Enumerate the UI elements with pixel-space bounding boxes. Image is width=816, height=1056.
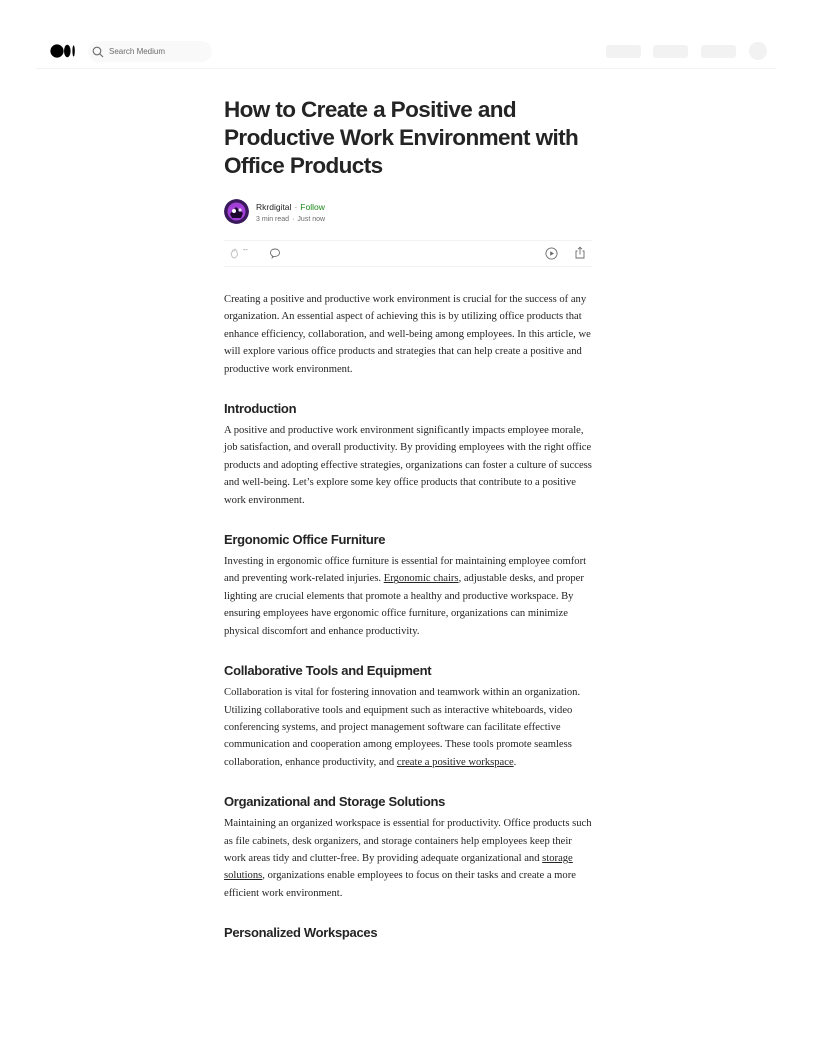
paragraph-text: , organizations enable employees to focus on their tasks and create a more efficient work environment. [224, 870, 576, 899]
separator-dot: · [294, 202, 298, 212]
article-body [224, 291, 592, 942]
section-heading: Organizational and Storage Solutions [224, 794, 446, 810]
author-name[interactable]: Rkrdigital [256, 202, 292, 212]
article-title: How to Create a Positive and Productive Work Environment with Office Products [224, 97, 579, 178]
clap-count: -- [243, 247, 248, 254]
top-navigation-bar [36, 38, 776, 69]
separator-dot: · [292, 216, 295, 223]
read-time: 3 min read [256, 216, 290, 223]
intro-paragraph: Creating a positive and productive work environment is crucial for the success of any organization. An essential aspect of achieving this is by utilizing office products that enhance efficiency, collaboration, and well-being among employees. In this article, we will explore various office products and strategies that can help create a positive and productive work environment. [224, 294, 591, 375]
article-meta [256, 216, 325, 223]
section-heading: Personalized Workspaces [224, 925, 378, 941]
share-icon[interactable] [574, 246, 586, 259]
published-time: Just now [297, 216, 326, 223]
storage-solutions-link[interactable]: storage solutions [224, 852, 573, 882]
ergonomic-chairs-link[interactable]: Ergonomic chairs [383, 573, 459, 585]
user-avatar[interactable] [749, 42, 767, 60]
section-heading: Collaborative Tools and Equipment [224, 663, 432, 679]
author-block [224, 197, 592, 225]
write-button[interactable] [606, 45, 641, 58]
paragraph-text: Maintaining an organized workspace is essential for productivity. Office products such as file cabinets, desk organizers, and storage containers help employees keep their work areas tidy and clutter-free. By providing adequate organizational and [224, 818, 592, 864]
paragraph-text: Investing in ergonomic office furniture is essential for maintaining employee comfort and preventing work-related injuries. [224, 556, 587, 585]
clap-icon[interactable] [228, 247, 240, 259]
comment-icon[interactable] [269, 247, 281, 259]
section-paragraph [224, 684, 592, 771]
medium-logo-icon[interactable] [50, 44, 76, 58]
search-icon [92, 46, 104, 58]
article-action-bar [224, 240, 592, 267]
paragraph-text: , adjustable desks, and proper lighting are crucial elements that promote a healthy and productive workspace. By ensuring employees have ergonomic office furniture, organizations can minimize physical discomfort and enhance productivity. [224, 573, 584, 637]
search-bar[interactable] [88, 41, 212, 62]
paragraph-text: Collaboration is vital for fostering innovation and teamwork within an organization. Utilizing collaborative tools and equipment such as interactive whiteboards, video conferencing systems, and project management software can facilitate effective communication and cooperation among employees. These tools promote seamless collaboration, enhance productivity, and [224, 687, 581, 768]
section-paragraph [224, 815, 592, 902]
section-heading: Ergonomic Office Furniture [224, 532, 386, 548]
search-input[interactable] [109, 47, 201, 56]
article [224, 96, 592, 946]
section-paragraph: A positive and productive work environment significantly impacts employee morale, job satisfaction, and overall productivity. By providing employees with the right office products and adopting effective strategies, organizations can foster a culture of success and well-being. Let’s explore some key office products that contribute to a positive work environment. [224, 425, 592, 506]
section-heading: Introduction [224, 401, 297, 417]
author-avatar-icon [224, 199, 249, 224]
section-paragraph [224, 553, 592, 640]
author-avatar[interactable] [224, 199, 249, 224]
paragraph-text: . [513, 756, 517, 768]
follow-button[interactable]: Follow [300, 202, 325, 212]
sign-up-button[interactable] [653, 45, 688, 58]
listen-play-icon[interactable] [545, 247, 558, 260]
positive-workspace-link[interactable]: create a positive workspace [396, 756, 514, 768]
sign-in-button[interactable] [701, 45, 736, 58]
